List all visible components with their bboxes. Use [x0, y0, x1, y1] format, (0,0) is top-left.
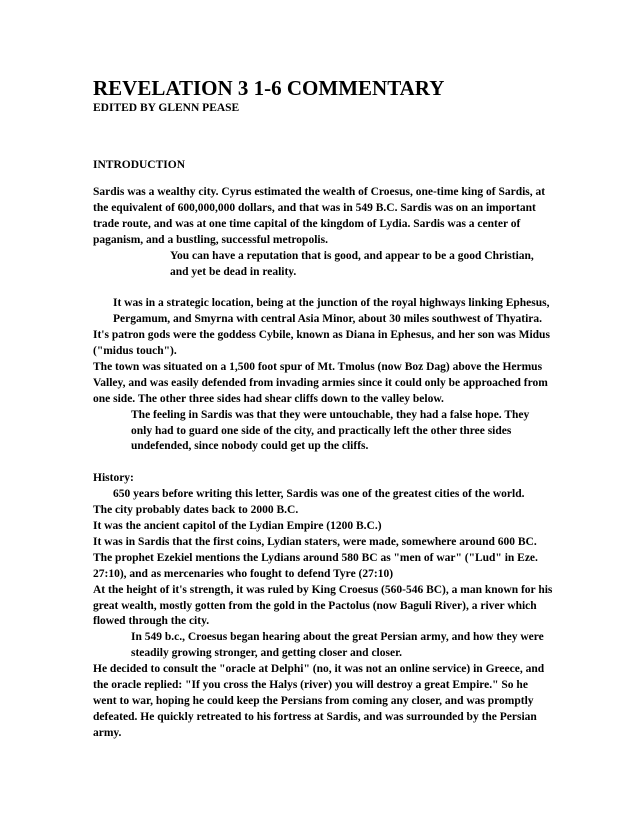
- document-body: [93, 185, 553, 742]
- paragraph: It was in a strategic location, being at the junction of the royal highways linking Ephesus, Pergamum, and Smyrna with central Asia Minor, about 30 miles southwest of Thyatira.: [113, 297, 550, 326]
- paragraph: In 549 b.c., Croesus began hearing about the great Persian army, and how they were steadily growing stronger, and getting closer and closer.: [131, 631, 544, 660]
- paragraph: At the height of it's strength, it was ruled by King Croesus (560-546 BC), a man known for his great wealth, mostly gotten from the gold in the Pactolus (now Baguli River), a river which flowed through the city.: [93, 583, 553, 628]
- spacer: [93, 280, 553, 296]
- paragraph: He decided to consult the "oracle at Delphi" (no, it was not an online service) in Greece, and the oracle replied: "If you cross the Halys (river) you will destroy a great Empire." So he went to war, hoping he could keep the Persians from coming any closer, and was promptly defeated. He quickly retreated to his fortress at Sardis, and was surrounded by the Persian army.: [93, 663, 545, 739]
- document-subtitle: EDITED BY GLENN PEASE: [93, 102, 240, 114]
- paragraph: Sardis was a wealthy city. Cyrus estimated the wealth of Croesus, one-time king of Sardis, at the equivalent of 600,000,000 dollars, and that was in 549 B.C. Sardis was on an important trade route, and was at one time capital of the kingdom of Lydia. Sardis was a center of paganism, and a bustling, successful metropolis.: [93, 186, 546, 246]
- paragraph: The town was situated on a 1,500 foot spur of Mt. Tmolus (now Boz Dag) above the Hermus Valley, and was easily defended from invading armies since it could only be approached from one side. The other three sides had shear cliffs down to the valley below.: [93, 360, 548, 405]
- paragraph: It was the ancient capitol of the Lydian Empire (1200 B.C.): [93, 520, 382, 532]
- paragraph: It was in Sardis that the first coins, Lydian staters, were made, somewhere around 600 BC.: [93, 535, 537, 548]
- paragraph: 650 years before writing this letter, Sardis was one of the greatest cities of the world.: [113, 488, 525, 501]
- paragraph: It's patron gods were the goddess Cybile, known as Diana in Ephesus, and her son was Midus ("midus touch").: [93, 329, 550, 358]
- paragraph: You can have a reputation that is good, and appear to be a good Christian, and yet be dead in reality.: [170, 249, 534, 278]
- paragraph: The city probably dates back to 2000 B.C.: [93, 504, 299, 517]
- spacer: [93, 455, 553, 471]
- paragraph: The prophet Ezekiel mentions the Lydians around 580 BC as "men of war" ("Lud" in Eze. 27:10), and as mercenaries who fought to defend Tyre (27:10): [93, 551, 538, 580]
- document-title: REVELATION 3 1-6 COMMENTARY: [93, 76, 445, 100]
- paragraph: The feeling in Sardis was that they were untouchable, they had a false hope. They only had to guard one side of the city, and practically left the other three sides undefended, since nobody could get up the cliffs.: [131, 408, 530, 453]
- section-heading: INTRODUCTION: [93, 159, 186, 171]
- history-label: History:: [93, 472, 134, 485]
